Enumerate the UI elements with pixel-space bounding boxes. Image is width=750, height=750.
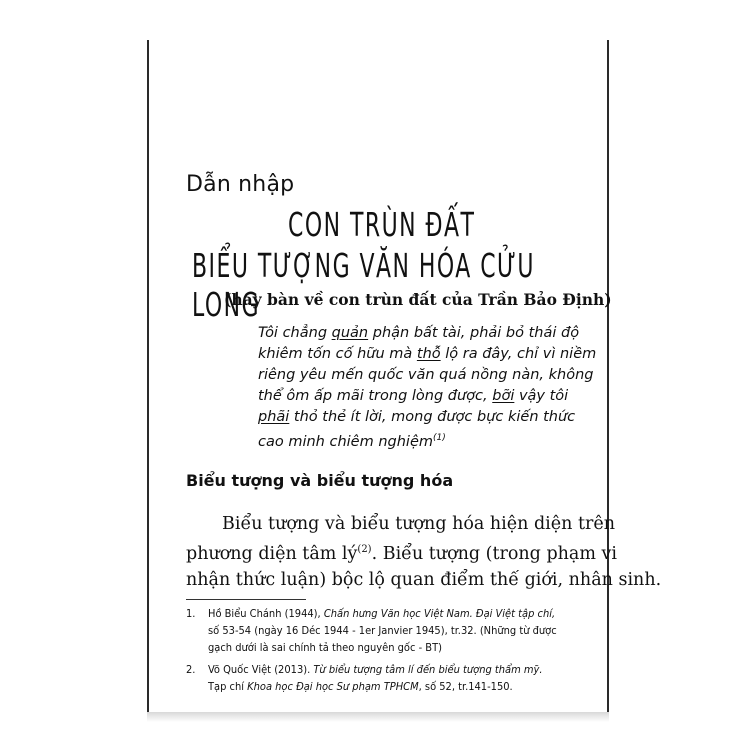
body-line-3: nhận thức luận) bộc lộ quan điểm thế giới, nhân sinh. <box>186 569 662 590</box>
footnote-number: 1. <box>186 607 196 620</box>
footnote-2 <box>186 661 591 695</box>
footnote-ref-2: (2) <box>357 544 372 555</box>
footnote-2-line-1: Võ Quốc Việt (2013). Từ biểu tượng tâm lí đến biểu tượng thẩm mỹ. <box>208 663 543 676</box>
footnote-1 <box>186 605 591 656</box>
quote-line-1: Tôi chẳng quản phận bất tài, phải bỏ thái độ <box>258 325 580 341</box>
title-line-2: BIỂU TƯỢNG VĂN HÓA CỬU LONG <box>192 246 535 324</box>
intro-label: Dẫn nhập <box>186 172 295 197</box>
footnote-1-line-1: Hồ Biểu Chánh (1944), Chấn hưng Văn học Việt Nam. Đại Việt tập chí, <box>208 607 556 620</box>
quote-line-5: phãi thỏ thẻ ít lời, mong được bực kiến thức <box>258 409 576 425</box>
body-line-1: Biểu tượng và biểu tượng hóa hiện diện trên <box>222 514 615 534</box>
footnotes <box>186 605 591 700</box>
footnote-1-line-3: gạch dưới là sai chính tả theo nguyên gốc - BT) <box>208 641 442 654</box>
footnote-1-line-2: số 53-54 (ngày 16 Déc 1944 - 1er Janvier 1945), tr.32. (Những từ được <box>208 624 557 637</box>
page-bottom-shadow <box>147 712 609 722</box>
body-line-2: phương diện tâm $lý^{(2)}$. Biểu tượng (trong phạm vi <box>186 543 617 564</box>
epigraph-quote <box>258 323 597 453</box>
footnote-ref-1: (1) <box>432 433 446 443</box>
body-paragraph <box>186 511 662 593</box>
quote-line-6: cao minh chiêm nghiệm$^{(1)}$ <box>258 433 446 450</box>
quote-line-3: riêng yêu mến quốc văn quá nồng nàn, không <box>258 367 594 383</box>
footnote-2-line-2: Tạp chí Khoa học Đại học Sư phạm TPHCM, số 52, tr.141-150. <box>208 680 513 693</box>
footnote-divider <box>186 599 306 600</box>
quote-line-2: khiêm tốn cố hữu mà thỗ lộ ra đây, chỉ vì niềm <box>258 346 597 362</box>
section-heading: Biểu tượng và biểu tượng hóa <box>186 471 454 490</box>
quote-line-4: thể ôm ấp mãi trong lòng được, bỡi vậy tôi <box>258 388 569 404</box>
footnote-number: 2. <box>186 663 196 676</box>
title-line-1: CON TRÙN ĐẤT <box>288 205 476 244</box>
subtitle: (hay bàn về con trùn đất của Trần Bảo Định) <box>224 290 612 309</box>
